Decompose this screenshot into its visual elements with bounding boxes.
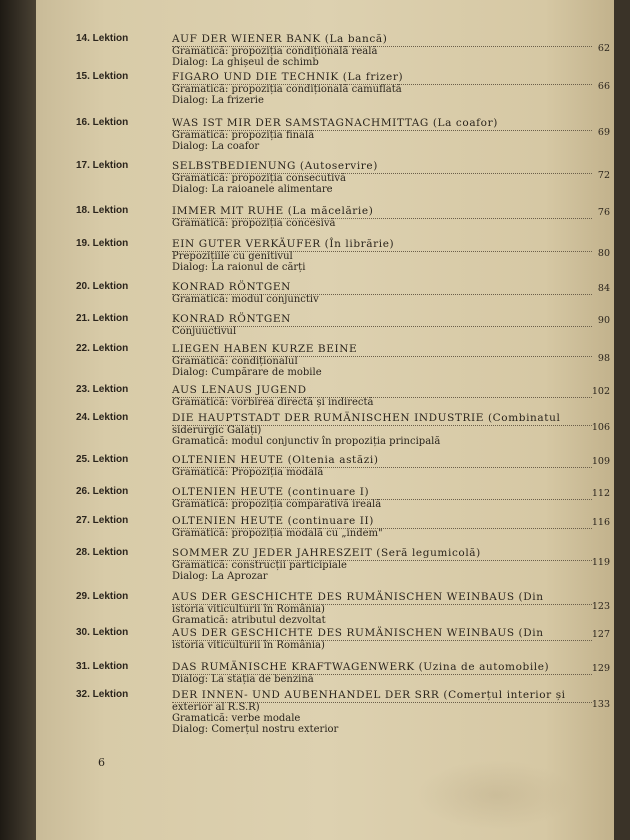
lesson-subline: Gramatică: propoziția condițională camuflată bbox=[172, 84, 402, 95]
lesson-number: 27. Lektion bbox=[76, 515, 129, 526]
page-reference: 129 bbox=[591, 663, 610, 674]
lesson-title: IMMER MIT RUHE (La măcelărie) bbox=[172, 205, 592, 219]
lesson-number: 31. Lektion bbox=[76, 661, 129, 672]
lesson-number: 25. Lektion bbox=[76, 454, 129, 465]
lesson-subline: Dialog: La frizerie bbox=[172, 95, 264, 106]
lesson-subline: Dialog: La coafor bbox=[172, 141, 260, 152]
page-reference: 98 bbox=[597, 353, 610, 364]
lesson-number: 32. Lektion bbox=[76, 689, 129, 700]
lesson-subline: Gramatică: Propoziția modală bbox=[172, 467, 324, 478]
page-reference: 106 bbox=[591, 422, 610, 433]
page-reference: 102 bbox=[591, 386, 610, 397]
page-reference: 127 bbox=[591, 629, 610, 640]
lesson-subline: Gramatică: modul conjunctiv bbox=[172, 294, 319, 305]
page-reference: 76 bbox=[597, 207, 610, 218]
lesson-title: AUS DER GESCHICHTE DES RUMÄNISCHEN WEINBAUS (Din bbox=[172, 627, 592, 641]
lesson-number: 17. Lektion bbox=[76, 160, 129, 171]
lesson-subline: Gramatică: atributul dezvoltat bbox=[172, 615, 326, 626]
lesson-subline: Gramatică: modul conjunctiv în propoziția principală bbox=[172, 436, 441, 447]
lesson-subline: istoria viticulturii în România) bbox=[172, 604, 325, 615]
lesson-title: OLTENIEN HEUTE (Oltenia astăzi) bbox=[172, 454, 592, 468]
lesson-title: KONRAD RÖNTGEN bbox=[172, 281, 592, 295]
lesson-number: 26. Lektion bbox=[76, 486, 129, 497]
lesson-subline: Gramatică: verbe modale bbox=[172, 713, 301, 724]
page-reference: 123 bbox=[591, 601, 610, 612]
lesson-subline: Conjuuctivul bbox=[172, 326, 237, 337]
page-reference: 80 bbox=[597, 248, 610, 259]
lesson-title: DAS RUMÄNISCHE KRAFTWAGENWERK (Uzina de automobile) bbox=[172, 661, 592, 675]
page-reference: 72 bbox=[597, 170, 610, 181]
lesson-number: 28. Lektion bbox=[76, 547, 129, 558]
page-reference: 133 bbox=[591, 699, 610, 710]
lesson-subline: Gramatică: propoziția modală cu „indem" bbox=[172, 528, 383, 539]
lesson-title: AUS LENAUS JUGEND bbox=[172, 384, 592, 398]
page-reference: 109 bbox=[591, 456, 610, 467]
lesson-title: EIN GUTER VERKÄUFER (În librărie) bbox=[172, 238, 592, 252]
lesson-subline: Dialog: Comerțul nostru exterior bbox=[172, 724, 339, 735]
lesson-number: 22. Lektion bbox=[76, 343, 129, 354]
lesson-subline: Gramatică: condiționalul bbox=[172, 356, 298, 367]
lesson-subline: Dialog: La ghișeul de schimb bbox=[172, 57, 319, 68]
lesson-number: 15. Lektion bbox=[76, 71, 129, 82]
lesson-title: OLTENIEN HEUTE (continuare II) bbox=[172, 515, 592, 529]
lesson-subline: Gramatică: propoziția finală bbox=[172, 130, 315, 141]
lesson-number: 18. Lektion bbox=[76, 205, 129, 216]
lesson-number: 23. Lektion bbox=[76, 384, 129, 395]
lesson-title: SOMMER ZU JEDER JAHRESZEIT (Seră legumicolă) bbox=[172, 547, 592, 561]
lesson-number: 30. Lektion bbox=[76, 627, 129, 638]
lesson-subline: Dialog: La Aprozar bbox=[172, 571, 268, 582]
lesson-title: OLTENIEN HEUTE (continuare I) bbox=[172, 486, 592, 500]
lesson-title: SELBSTBEDIENUNG (Autoservire) bbox=[172, 160, 592, 174]
lesson-title: DER INNEN- UND AUBENHANDEL DER SRR (Comerțul interior și bbox=[172, 689, 592, 703]
lesson-title: LIEGEN HABEN KURZE BEINE bbox=[172, 343, 592, 357]
lesson-title: DIE HAUPTSTADT DER RUMÄNISCHEN INDUSTRIE (Combinatul bbox=[172, 412, 592, 426]
lesson-subline: exterior al R.S.R) bbox=[172, 702, 260, 713]
page-reference: 119 bbox=[591, 557, 610, 568]
lesson-subline: Gramatică: propoziția comparativă ireală bbox=[172, 499, 382, 510]
book-spine-shadow bbox=[0, 0, 36, 840]
page-reference: 112 bbox=[591, 488, 610, 499]
book-page bbox=[36, 0, 614, 840]
lesson-number: 21. Lektion bbox=[76, 313, 129, 324]
paper-stain bbox=[416, 760, 576, 830]
page-reference: 66 bbox=[597, 81, 610, 92]
page-reference: 90 bbox=[597, 315, 610, 326]
lesson-number: 20. Lektion bbox=[76, 281, 129, 292]
lesson-subline: Gramatică: propoziția consecutivă bbox=[172, 173, 346, 184]
lesson-subline: Gramatică: construcții participiale bbox=[172, 560, 347, 571]
lesson-subline: Dialog: Cumpărare de mobile bbox=[172, 367, 322, 378]
page-reference: 116 bbox=[591, 517, 610, 528]
lesson-subline: istoria viticulturii în România) bbox=[172, 640, 325, 651]
page-reference: 84 bbox=[597, 283, 610, 294]
lesson-title: AUF DER WIENER BANK (La bancă) bbox=[172, 33, 592, 47]
lesson-subline: Dialog: La raioanele alimentare bbox=[172, 184, 333, 195]
page-reference: 69 bbox=[597, 127, 610, 138]
lesson-title: KONRAD RÖNTGEN bbox=[172, 313, 592, 327]
lesson-number: 29. Lektion bbox=[76, 591, 129, 602]
lesson-subline: siderurgic Galați) bbox=[172, 425, 262, 436]
lesson-subline: Gramatică: propoziția concesivă bbox=[172, 218, 336, 229]
page-reference: 62 bbox=[597, 43, 610, 54]
lesson-number: 16. Lektion bbox=[76, 117, 129, 128]
lesson-number: 24. Lektion bbox=[76, 412, 129, 423]
lesson-title: FIGARO UND DIE TECHNIK (La frizer) bbox=[172, 71, 592, 85]
page-number-footer: 6 bbox=[98, 756, 105, 769]
lesson-number: 19. Lektion bbox=[76, 238, 129, 249]
lesson-subline: Dialog: La raionul de cărți bbox=[172, 262, 306, 273]
lesson-subline: Gramatică: vorbirea directă și indirectă bbox=[172, 397, 374, 408]
lesson-title: AUS DER GESCHICHTE DES RUMÄNISCHEN WEINBAUS (Din bbox=[172, 591, 592, 605]
lesson-subline: Gramatică: propoziția condițională reală bbox=[172, 46, 378, 57]
lesson-subline: Dialog: La stația de benzină bbox=[172, 674, 314, 685]
lesson-subline: Prepozițiile cu genitivul bbox=[172, 251, 293, 262]
lesson-number: 14. Lektion bbox=[76, 33, 129, 44]
lesson-title: WAS IST MIR DER SAMSTAGNACHMITTAG (La coafor) bbox=[172, 117, 592, 131]
